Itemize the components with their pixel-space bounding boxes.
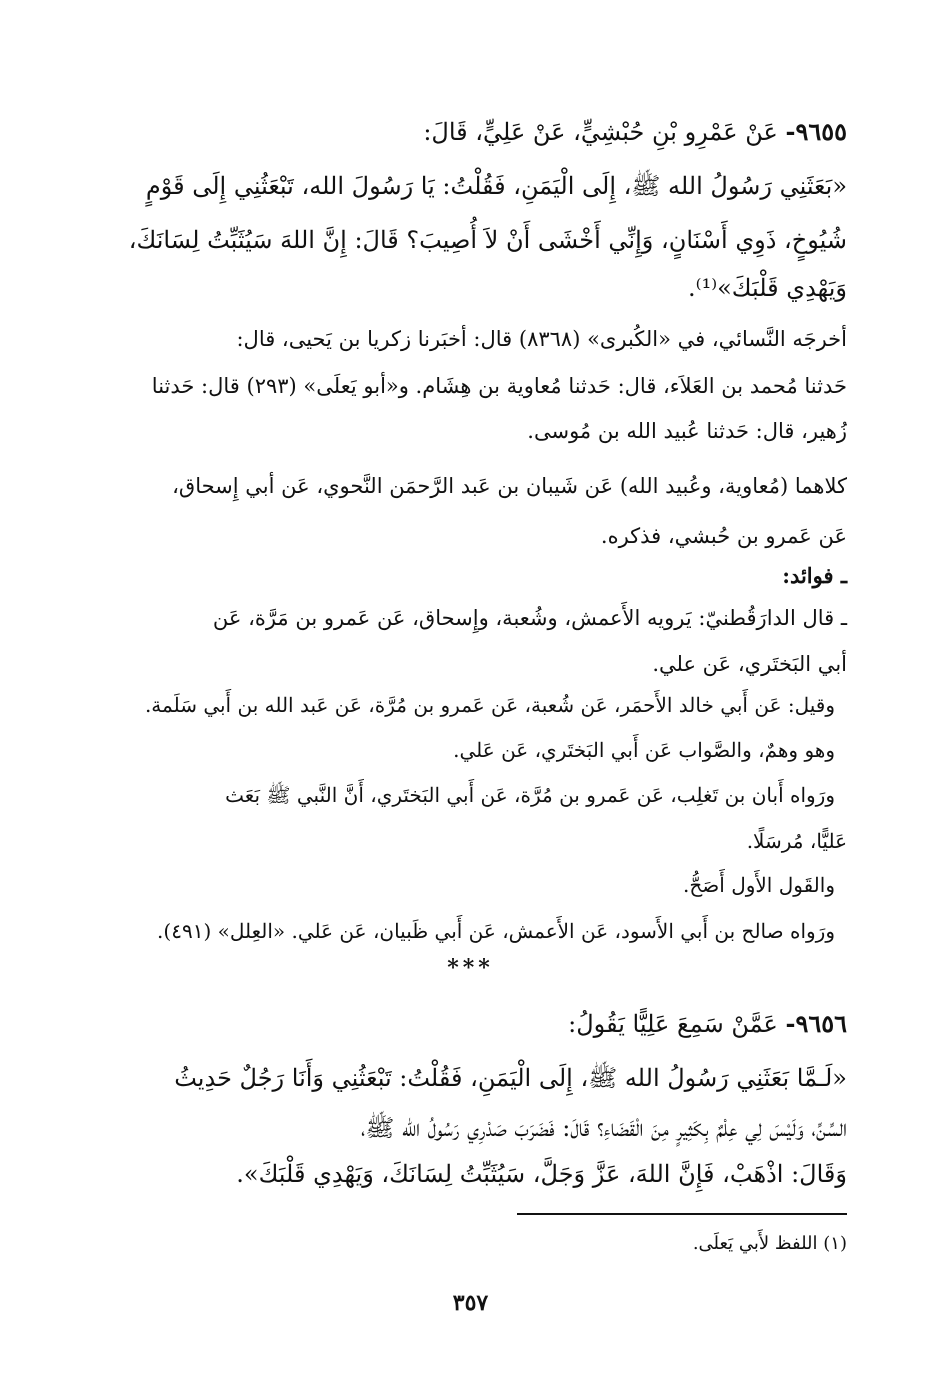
hadith-text-line: «لَـمَّا بَعَثَنِي رَسُولُ الله ﷺ، إِلَى الْيَمَنِ، فَقُلْتُ: تَبْعَثُنِي وَأَنَا رَجُلٌ حَدِيثُ: [174, 1064, 847, 1092]
hadith-number: ٩٦٥٥-: [785, 117, 847, 146]
hadith-text-line: شُيُوخٍ، ذَوِي أَسْنَانٍ، وَإِنِّي أَخْشَى أَنْ لاَ أُصِيبَ؟ قَالَ: إِنَّ اللهَ سَيُثَبِّتُ لِسَانَكَ،: [128, 226, 847, 254]
chain-line: كلاهما (مُعاوية، وعُبيد الله) عَن شَيبان بن عَبد الرَّحمَن النَّحوي، عَن أبي إِسحاق،: [172, 474, 847, 498]
footnote-divider: [517, 1213, 847, 1215]
ilal-line: والقَول الأَول أَصَحُّ.: [683, 873, 835, 897]
ilal-line: وهو وهمٌ، والصَّواب عَن أَبي البَختَري، عَن عَلي.: [453, 738, 835, 762]
ilal-line: وقيل: عَن أَبي خالد الأَحمَر، عَن شُعبة، عَن عَمرو بن مُرَّة، عَن عَبد الله بن أَبي سَلَمة.: [144, 693, 835, 717]
hadith-text-line: «بَعَثَنِي رَسُولُ الله ﷺ، إِلَى الْيَمَنِ، فَقُلْتُ: يَا رَسُولَ الله، تَبْعَثُنِي إِلَى قَوْمٍ: [145, 172, 847, 200]
fawaid-line: أبي البَختَري، عَن علي.: [652, 652, 847, 676]
hadith-chain: عَمَّنْ سَمِعَ عَلِيًّا يَقُولُ:: [568, 1010, 778, 1038]
section-separator: ***: [447, 955, 494, 981]
ilal-line: ورَواه أَبان بن تَغلِب، عَن عَمرو بن مُرَّة، عَن أَبي البَختَري، أَنَّ النَّبي ﷺ بَعَث: [225, 783, 835, 807]
hadith-text-line: السِّنِّ، وَلَيْسَ لِي عِلْمٌ بِكَثِيرٍ مِنَ الْقَضَاءِ؟ قَالَ: فَضَرَبَ صَدْرِي رَسُولُ الله ﷺ،: [360, 1114, 847, 1142]
page-number: ٣٥٧: [452, 1290, 489, 1316]
hadith-number: ٩٦٥٦-: [785, 1009, 847, 1038]
hadith-text-line: وَيَهْدِي قَلْبَكَ»⁽¹⁾.: [688, 274, 847, 302]
fawaid-line: ـ قال الدارَقُطنيّ: يَرويه الأَعمش، وشُعبة، وإِسحاق، عَن عَمرو بن مَرَّة، عَن: [212, 606, 847, 630]
footnote: (١) اللفظ لأَبي يَعلَى.: [692, 1233, 847, 1254]
fawaid-heading: ـ فوائد:: [782, 563, 847, 588]
takhrij-line: حَدثنا مُحمد بن العَلاَء، قال: حَدثنا مُعاوية بن هِشَام. و«أبو يَعلَى» (٢٩٣) قال: حَدثنا: [151, 374, 847, 398]
ilal-line: عَليًّا، مُرسَلًا.: [746, 829, 847, 853]
hadith-chain: عَنْ عَمْرِو بْنِ حُبْشِيٍّ، عَنْ عَلِيٍّ، قَالَ:: [423, 118, 778, 146]
takhrij-line: أخرجَه النَّسائي، في «الكُبرى» (٨٣٦٨) قال: أخبَرنا زكريا بن يَحيى، قال:: [236, 327, 847, 351]
hadith-text-line: وَقَالَ: اذْهَبْ، فَإِنَّ اللهَ، عَزَّ وَجَلَّ، سَيُثَبِّتُ لِسَانَكَ، وَيَهْدِي قَلْبَكَ».: [236, 1160, 847, 1188]
hadith-header: [100, 996, 847, 1052]
takhrij-line: زُهير، قال: حَدثنا عُبيد الله بن مُوسى.: [527, 419, 847, 443]
ilal-line: ورَواه صالح بن أَبي الأَسود، عَن الأَعمش، عَن أَبي ظَبيان، عَن عَلي. «العِلل» (٤٩١).: [157, 919, 835, 943]
chain-line: عَن عَمرو بن حُبشي، فذكره.: [600, 524, 847, 548]
hadith-header: [100, 104, 847, 160]
